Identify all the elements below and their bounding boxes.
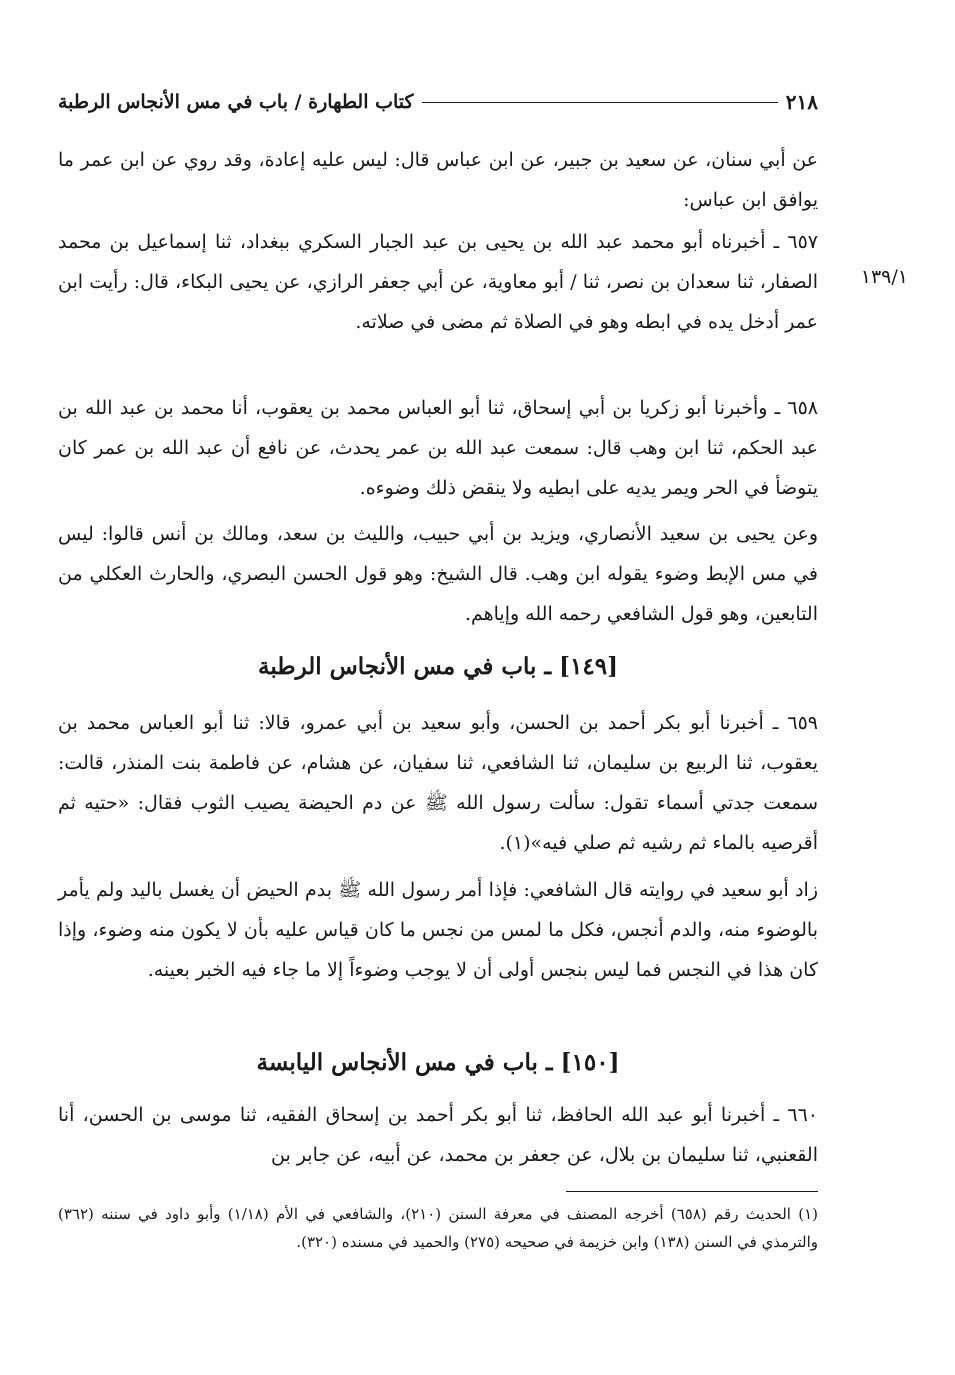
paragraph-4: وعن يحيى بن سعيد الأنصاري، ويزيد بن أبي حبيب، والليث بن سعد، ومالك بن أنس قالوا: ليس في مس الإبط وضوء يقوله ابن وهب. قال الشيخ: وهو قول الحسن البصري، والحارث العكلي من التابعين، وهو قول الشافعي رحمه الله وإياهم. xyxy=(58,523,818,625)
footnote-rule xyxy=(566,1191,818,1192)
header-title: كتاب الطهارة / باب في مس الأنجاس الرطبة xyxy=(58,91,414,113)
footnote: (١) الحديث رقم (٦٥٨) أخرجه المصنف في معرفة السنن (٢١٠)، والشافعي في الأم (١/١٨) وأبو داود في سننه (٣٦٢) والترمذي في السنن (١٣٨) وابن خزيمة في صحيحه (٢٧٥) والحميد في مسنده (٣٢٠). xyxy=(58,1205,818,1251)
chapter-heading-149: [١٤٩] ـ باب في مس الأنجاس الرطبة xyxy=(258,653,618,680)
header-rule xyxy=(422,102,778,103)
chapter-heading-150: [١٥٠] ـ باب في مس الأنجاس اليابسة xyxy=(256,1049,620,1076)
paragraph-6: زاد أبو سعيد في روايته قال الشافعي: فإذا أمر رسول الله ﷺ بدم الحيض أن يغسل باليد ولم يأمر بالوضوء منه، والدم أنجس، فكل ما لمس من نجس ما كان قياس عليه بأن لا يكون منه وضوء، وإذا كان هذا في النجس فما ليس بنجس أولى أن لا يوجب وضوءاً إلا ما جاء فيه الخبر بعينه. xyxy=(58,879,818,981)
hadith-659: ٦٥٩ ـ أخبرنا أبو بكر أحمد بن الحسن، وأبو سعيد بن أبي عمرو، قالا: ثنا أبو العباس محمد بن يعقوب، ثنا الربيع بن سليمان، ثنا الشافعي، ثنا سفيان، عن هشام، عن فاطمة بنت المنذر، قالت: سمعت جدتي أسماء تقول: سألت رسول الله ﷺ عن دم الحيضة يصيب الثوب فقال: «حتيه ثم أقرصيه بالماء ثم رشيه ثم صلي فيه»(١). xyxy=(58,712,818,854)
paragraph-1: عن أبي سنان، عن سعيد بن جبير، عن ابن عباس قال: ليس عليه إعادة، وقد روي عن ابن عمر ما يوافق ابن عباس: xyxy=(58,149,818,211)
running-header xyxy=(58,86,818,118)
margin-reference: ١٣٩/١ xyxy=(860,266,908,288)
hadith-658: ٦٥٨ ـ وأخبرنا أبو زكريا بن أبي إسحاق، ثنا أبو العباس محمد بن يعقوب، أنا محمد بن عبد الله بن عبد الحكم، ثنا ابن وهب قال: سمعت عبد الله بن عمر يحدث، عن نافع أن عبد الله بن عمر كان يتوضأ في الحر ويمر يديه على ابطيه ولا ينقض ذلك وضوءه. xyxy=(58,397,818,499)
hadith-660: ٦٦٠ ـ أخبرنا أبو عبد الله الحافظ، ثنا أبو بكر أحمد بن إسحاق الفقيه، ثنا موسى بن الحسن، أنا القعنبي، ثنا سليمان بن بلال، عن جعفر بن محمد، عن أبيه، عن جابر بن xyxy=(58,1104,818,1166)
hadith-657: ٦٥٧ ـ أخبرناه أبو محمد عبد الله بن يحيى بن عبد الجبار السكري ببغداد، ثنا إسماعيل بن محمد الصفار، ثنا سعدان بن نصر، ثنا / أبو معاوية، عن أبي جعفر الرازي، عن يحيى البكاء، قال: رأيت ابن عمر أدخل يده في ابطه وهو في الصلاة ثم مضى في صلاته. xyxy=(58,231,818,333)
page-number: ٢١٨ xyxy=(785,90,818,114)
